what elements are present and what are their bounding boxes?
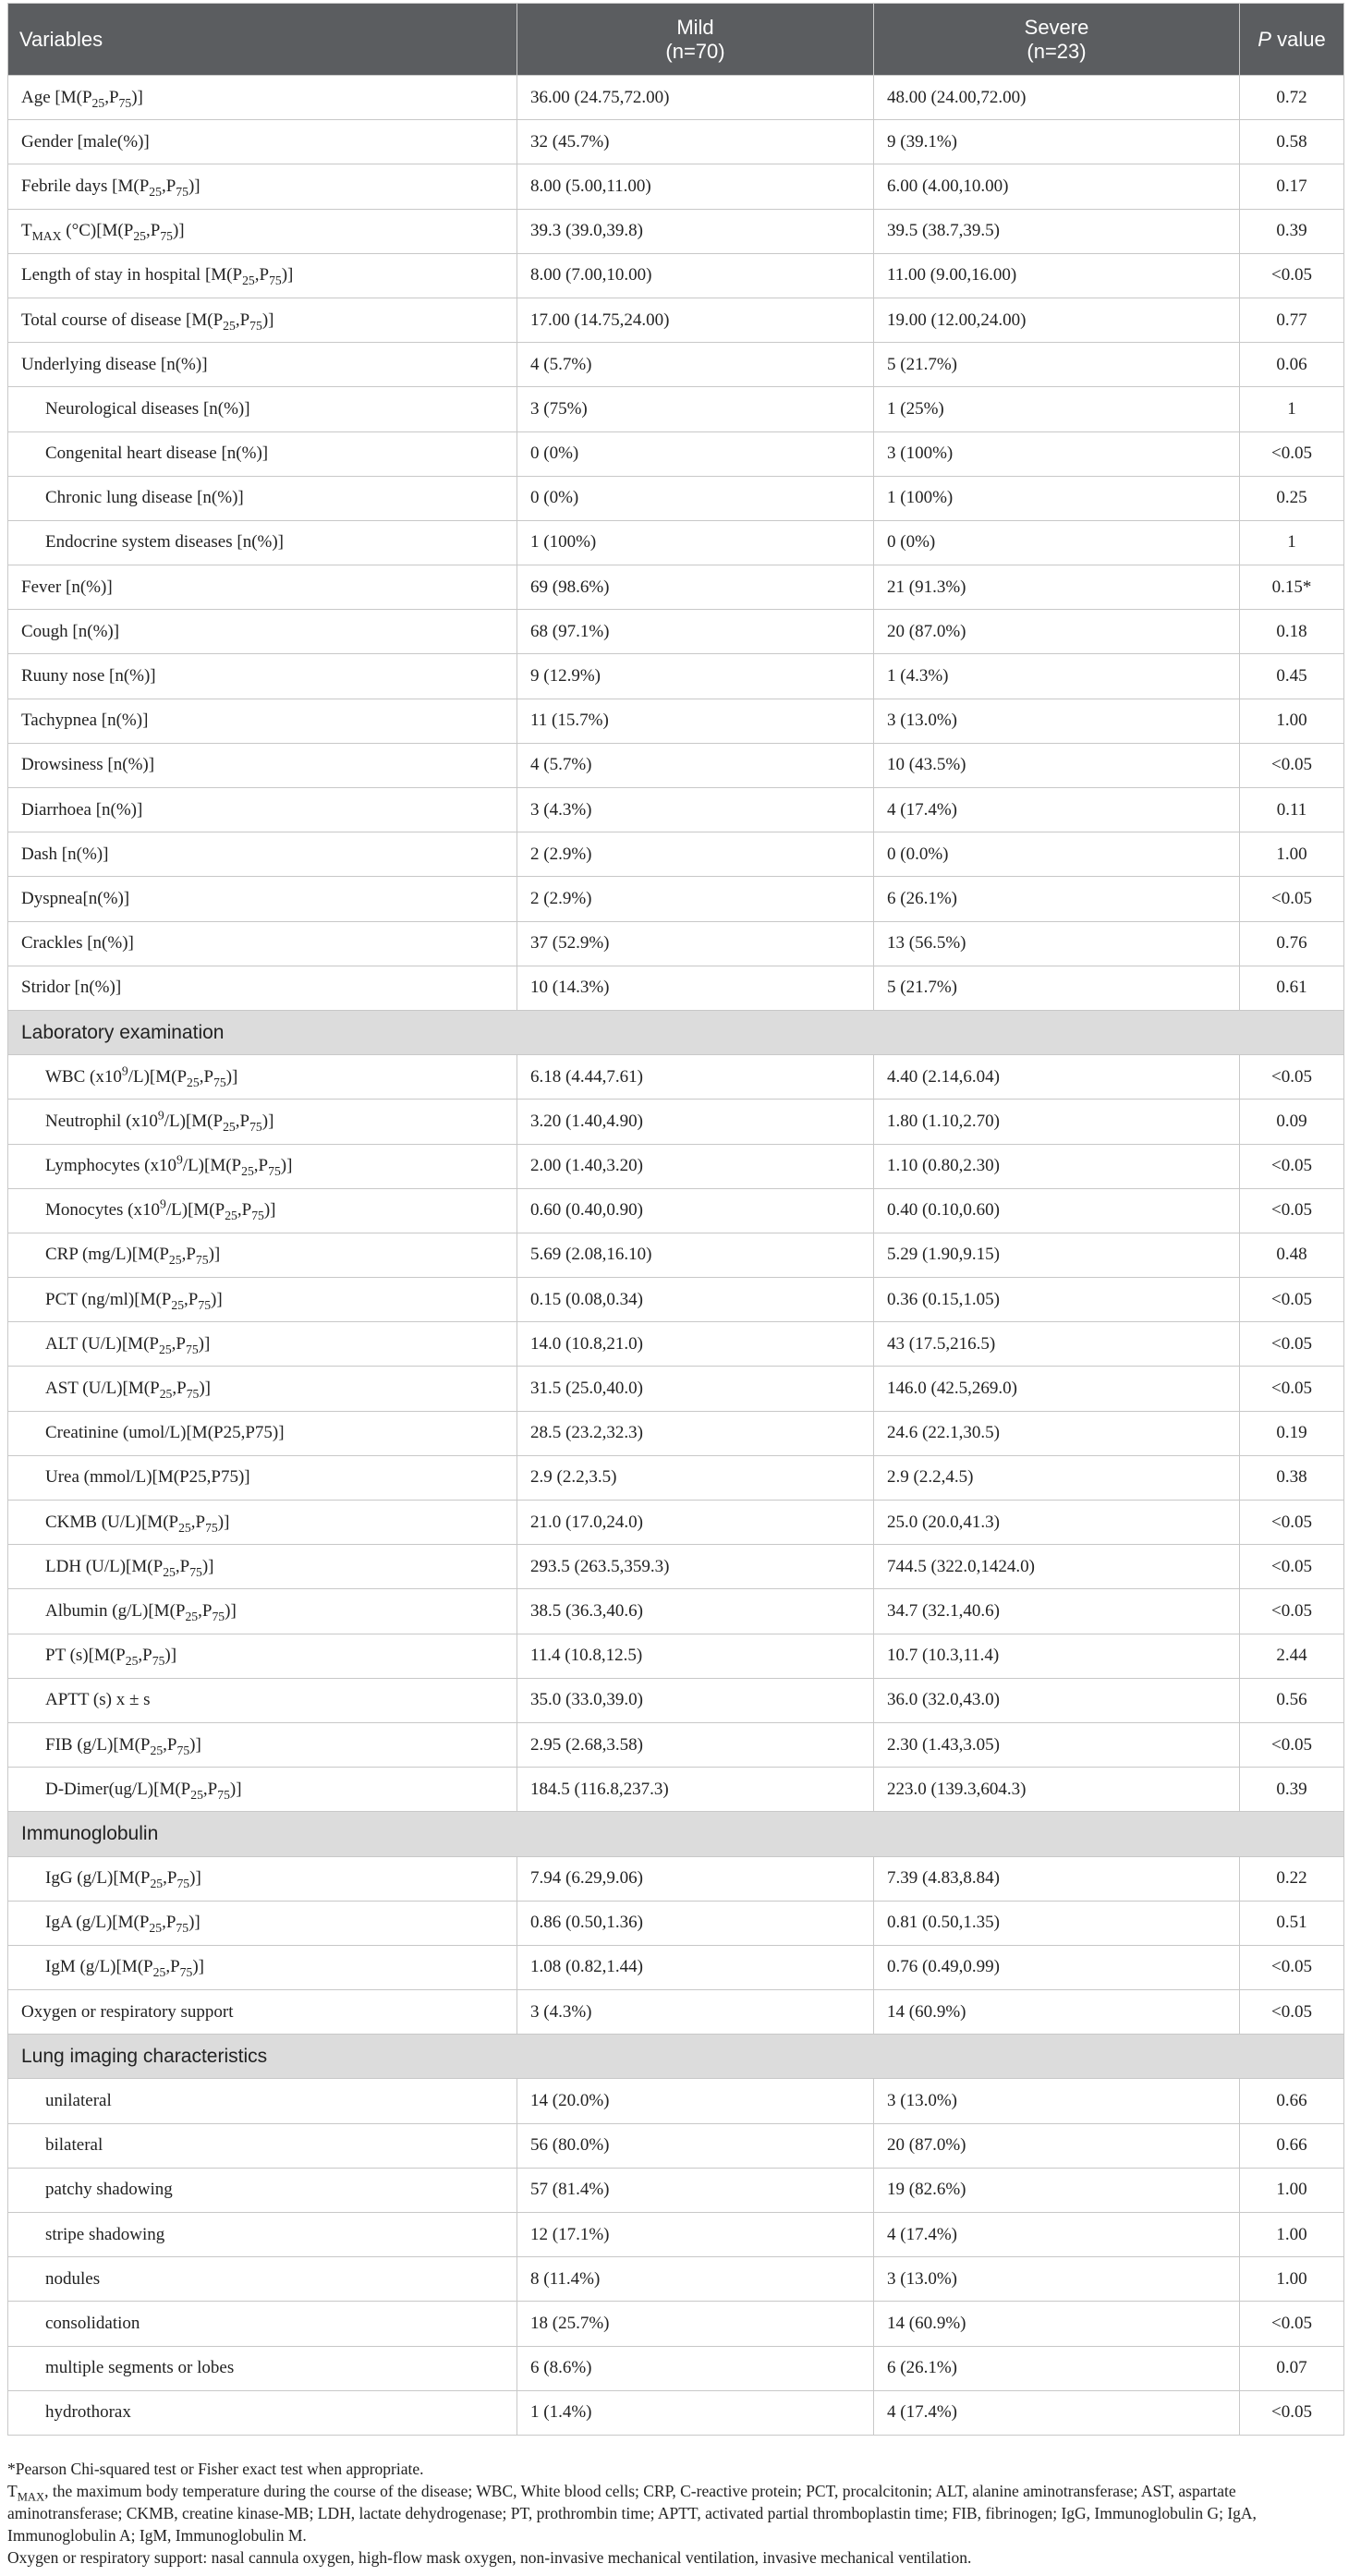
header-p-value [1240,4,1344,76]
severe-cell: 1 (4.3%) [874,654,1240,699]
severe-cell: 43 (17.5,216.5) [874,1322,1240,1367]
variable-cell: Length of stay in hospital $[M(P_{25},P_{75})]$ [8,253,517,298]
table-row [8,520,1344,565]
mild-cell: 3 (4.3%) [517,1990,874,2035]
header-severe [874,4,1240,76]
severe-cell: 3 (13.0%) [874,2079,1240,2123]
header-severe-label: Severe [1024,15,1089,39]
p-value-cell: 0.58 [1240,120,1344,164]
mild-cell: 8.00 (5.00,11.00) [517,164,874,209]
section-row [8,1010,1344,1054]
variable-cell: Albumin $(g/L)[M(P_{25},P_{75})]$ [8,1589,517,1634]
p-value-cell: 2.44 [1240,1634,1344,1678]
mild-cell: 0 (0%) [517,476,874,520]
table-row [8,699,1344,743]
variable-cell: Endocrine system diseases [n(%)] [8,520,517,565]
table-row [8,209,1344,253]
mild-cell: 4 (5.7%) [517,343,874,387]
variable-cell: IgG $(g/L)[M(P_{25},P_{75})]$ [8,1856,517,1901]
mild-cell: 2.95 (2.68,3.58) [517,1722,874,1767]
mild-cell: 37 (52.9%) [517,921,874,966]
variable-cell: FIB $(g/L)[M(P_{25},P_{75})]$ [8,1722,517,1767]
table-row [8,2257,1344,2302]
variable-cell: multiple segments or lobes [8,2346,517,2390]
variable-cell: Diarrhoea [n(%)] [8,788,517,832]
p-value-cell: 0.22 [1240,1856,1344,1901]
p-value-cell: 1.00 [1240,2257,1344,2302]
variable-cell: Creatinine (umol/L)[M(P25,P75)] [8,1411,517,1455]
variable-cell: Dash [n(%)] [8,832,517,877]
section-row [8,2035,1344,2079]
mild-cell: 18 (25.7%) [517,2302,874,2346]
severe-cell: 5 (21.7%) [874,343,1240,387]
severe-cell: 5.29 (1.90,9.15) [874,1233,1240,1277]
mild-cell: 35.0 (33.0,39.0) [517,1678,874,1722]
variable-cell: Urea (mmol/L)[M(P25,P75)] [8,1455,517,1500]
severe-cell: 36.0 (32.0,43.0) [874,1678,1240,1722]
p-value-cell: 0.39 [1240,209,1344,253]
p-value-cell: 0.77 [1240,298,1344,342]
p-value-cell: <0.05 [1240,431,1344,476]
variable-cell: Lymphocytes $(x10^9/L)[M(P_{25},P_{75})]$ [8,1144,517,1188]
p-value-cell: 0.11 [1240,788,1344,832]
mild-cell: 21.0 (17.0,24.0) [517,1501,874,1545]
variable-cell: PCT $(ng/ml)[M(P_{25},P_{75})]$ [8,1278,517,1322]
p-value-cell: <0.05 [1240,2390,1344,2435]
footnote: $T_{MAX}$, the maximum body temperature during the course of the disease; WBC, White blood cells; CRP, C-reactive protein; PCT, procalcitonin; ALT, alanine aminotransferase; AST, aspartate aminotransferase; CKMB, creatine kinase-MB; LDH, lactate dehydrogenase; PT, prothrombin time; APTT, activated partial thromboplastin time; FIB, fibrinogen; IgG, Immunoglobulin G; IgA, Immunoglobulin A; IgM, Immunoglobulin M. [7,2482,1257,2545]
mild-cell: 39.3 (39.0,39.8) [517,209,874,253]
variable-cell: Fever [n(%)] [8,565,517,610]
p-value-cell: 0.06 [1240,343,1344,387]
mild-cell: 28.5 (23.2,32.3) [517,1411,874,1455]
variable-cell: Tachypnea [n(%)] [8,699,517,743]
p-value-cell: 1 [1240,387,1344,431]
variable-cell: Total course of disease $[M(P_{25},P_{75})]$ [8,298,517,342]
variable-cell: consolidation [8,2302,517,2346]
variable-cell: IgM $(g/L)[M(P_{25},P_{75})]$ [8,1945,517,1989]
variable-cell: patchy shadowing [8,2168,517,2212]
severe-cell: 0.36 (0.15,1.05) [874,1278,1240,1322]
variable-cell: Oxygen or respiratory support [8,1990,517,2035]
mild-cell: 1 (1.4%) [517,2390,874,2435]
table-row [8,1634,1344,1678]
severe-cell: 10 (43.5%) [874,743,1240,787]
severe-cell: 4 (17.4%) [874,2213,1240,2257]
severe-cell: 25.0 (20.0,41.3) [874,1501,1240,1545]
p-value-cell: <0.05 [1240,2302,1344,2346]
variable-cell: Congenital heart disease [n(%)] [8,431,517,476]
table-row [8,1945,1344,1989]
severe-cell: 0 (0.0%) [874,832,1240,877]
table-row [8,1856,1344,1901]
p-value-cell: 1.00 [1240,2168,1344,2212]
mild-cell: 10 (14.3%) [517,966,874,1010]
variable-cell: Chronic lung disease [n(%)] [8,476,517,520]
mild-cell: 6 (8.6%) [517,2346,874,2390]
variable-cell: unilateral [8,2079,517,2123]
variable-cell: IgA $(g/L)[M(P_{25},P_{75})]$ [8,1901,517,1945]
severe-cell: 13 (56.5%) [874,921,1240,966]
mild-cell: 14 (20.0%) [517,2079,874,2123]
mild-cell: 7.94 (6.29,9.06) [517,1856,874,1901]
severe-cell: 4 (17.4%) [874,2390,1240,2435]
table-row [8,1144,1344,1188]
mild-cell: 32 (45.7%) [517,120,874,164]
section-heading: Immunoglobulin [8,1812,1344,1856]
severe-cell: 34.7 (32.1,40.6) [874,1589,1240,1634]
p-value-cell: 0.25 [1240,476,1344,520]
table-row [8,743,1344,787]
variable-cell: PT $(s)[M(P_{25},P_{75})]$ [8,1634,517,1678]
p-value-cell: <0.05 [1240,1501,1344,1545]
severe-cell: 10.7 (10.3,11.4) [874,1634,1240,1678]
severe-cell: 6 (26.1%) [874,877,1240,921]
variable-cell: APTT (s) x ± s [8,1678,517,1722]
severe-cell: 3 (13.0%) [874,2257,1240,2302]
p-value-cell: <0.05 [1240,1055,1344,1100]
table-row [8,253,1344,298]
severe-cell: 19.00 (12.00,24.00) [874,298,1240,342]
p-value-cell: 0.15* [1240,565,1344,610]
variable-cell: CKMB $(U/L)[M(P_{25},P_{75})]$ [8,1501,517,1545]
severe-cell: 20 (87.0%) [874,610,1240,654]
variable-cell: $D-Dimer(ug/L)[M(P_{25},P_{75})]$ [8,1768,517,1812]
severe-cell: 0 (0%) [874,520,1240,565]
variable-cell: Dyspnea[n(%)] [8,877,517,921]
table-row [8,343,1344,387]
severe-cell: 20 (87.0%) [874,2123,1240,2168]
mild-cell: 17.00 (14.75,24.00) [517,298,874,342]
table-row [8,610,1344,654]
mild-cell: 3.20 (1.40,4.90) [517,1100,874,1144]
severe-cell: 7.39 (4.83,8.84) [874,1856,1240,1901]
severe-cell: 1.10 (0.80,2.30) [874,1144,1240,1188]
table-row [8,966,1344,1010]
mild-cell: 2 (2.9%) [517,832,874,877]
table-row [8,431,1344,476]
table-row [8,654,1344,699]
header-mild [517,4,874,76]
variable-cell: nodules [8,2257,517,2302]
severe-cell: 4 (17.4%) [874,788,1240,832]
variable-cell: AST $(U/L)[M(P_{25},P_{75})]$ [8,1367,517,1411]
p-value-cell: 0.66 [1240,2079,1344,2123]
table-row [8,2213,1344,2257]
mild-cell: 2.00 (1.40,3.20) [517,1144,874,1188]
variable-cell: WBC $(x10^9/L)[M(P_{25},P_{75})]$ [8,1055,517,1100]
severe-cell: 39.5 (38.7,39.5) [874,209,1240,253]
severe-cell: 0.40 (0.10,0.60) [874,1188,1240,1233]
table-header-row [8,4,1344,76]
variable-cell: Monocytes $(x10^9/L)[M(P_{25},P_{75})]$ [8,1188,517,1233]
variable-cell: Ruuny nose [n(%)] [8,654,517,699]
variable-cell: Neurological diseases [n(%)] [8,387,517,431]
variable-cell: bilateral [8,2123,517,2168]
table-row [8,1278,1344,1322]
mild-cell: 0.86 (0.50,1.36) [517,1901,874,1945]
header-mild-n: (n=70) [665,39,725,63]
table-row [8,298,1344,342]
table-row [8,788,1344,832]
section-heading: Lung imaging characteristics [8,2035,1344,2079]
mild-cell: 2 (2.9%) [517,877,874,921]
severe-cell: 0.76 (0.49,0.99) [874,1945,1240,1989]
severe-cell: 2.9 (2.2,4.5) [874,1455,1240,1500]
p-value-cell: 0.76 [1240,921,1344,966]
severe-cell: 21 (91.3%) [874,565,1240,610]
variable-cell: Drowsiness [n(%)] [8,743,517,787]
p-value-cell: 1.00 [1240,699,1344,743]
mild-cell: 0 (0%) [517,431,874,476]
p-value-cell: <0.05 [1240,1545,1344,1589]
mild-cell: 6.18 (4.44,7.61) [517,1055,874,1100]
severe-cell: 223.0 (139.3,604.3) [874,1768,1240,1812]
variable-cell: Gender [male(%)] [8,120,517,164]
p-value-cell: <0.05 [1240,743,1344,787]
variable-cell: CRP $(mg/L)[M(P_{25},P_{75})]$ [8,1233,517,1277]
variable-cell: Neutrophil $(x10^9/L)[M(P_{25},P_{75})]$ [8,1100,517,1144]
variable-cell: ALT $(U/L)[M(P_{25},P_{75})]$ [8,1322,517,1367]
p-value-cell: 0.48 [1240,1233,1344,1277]
table-row [8,2079,1344,2123]
variable-cell: Underlying disease [n(%)] [8,343,517,387]
table-row [8,1100,1344,1144]
table-row [8,1545,1344,1589]
variable-cell: hydrothorax [8,2390,517,2435]
table-row [8,2123,1344,2168]
table-row [8,2168,1344,2212]
variable-cell: Crackles [n(%)] [8,921,517,966]
mild-cell: 31.5 (25.0,40.0) [517,1367,874,1411]
mild-cell: 8.00 (7.00,10.00) [517,253,874,298]
p-value-cell: <0.05 [1240,877,1344,921]
p-value-cell: 0.56 [1240,1678,1344,1722]
variable-cell: Age $[M(P_{25},P_{75})]$ [8,76,517,120]
variable-cell: $T_{MAX}$ $(^\circ C)[M(P_{25},P_{75})]$ [8,209,517,253]
p-value-cell: 0.39 [1240,1768,1344,1812]
mild-cell: 184.5 (116.8,237.3) [517,1768,874,1812]
variable-cell: LDH $(U/L)[M(P_{25},P_{75})]$ [8,1545,517,1589]
header-p-italic: P [1258,27,1271,51]
severe-cell: 6.00 (4.00,10.00) [874,164,1240,209]
table-row [8,1768,1344,1812]
mild-cell: 69 (98.6%) [517,565,874,610]
table-row [8,164,1344,209]
table-footnotes [7,2458,1343,2569]
p-value-cell: 0.19 [1240,1411,1344,1455]
table-row [8,1233,1344,1277]
section-row [8,1812,1344,1856]
mild-cell: 9 (12.9%) [517,654,874,699]
mild-cell: 38.5 (36.3,40.6) [517,1589,874,1634]
p-value-cell: <0.05 [1240,1144,1344,1188]
mild-cell: 3 (75%) [517,387,874,431]
table-row [8,476,1344,520]
p-value-cell: 0.09 [1240,1100,1344,1144]
p-value-cell: 0.07 [1240,2346,1344,2390]
severe-cell: 3 (100%) [874,431,1240,476]
p-value-cell: <0.05 [1240,1945,1344,1989]
severe-cell: 6 (26.1%) [874,2346,1240,2390]
severe-cell: 14 (60.9%) [874,2302,1240,2346]
mild-cell: 1 (100%) [517,520,874,565]
mild-cell: 14.0 (10.8,21.0) [517,1322,874,1367]
p-value-cell: <0.05 [1240,253,1344,298]
p-value-cell: <0.05 [1240,1589,1344,1634]
severe-cell: 0.81 (0.50,1.35) [874,1901,1240,1945]
mild-cell: 4 (5.7%) [517,743,874,787]
severe-cell: 9 (39.1%) [874,120,1240,164]
severe-cell: 3 (13.0%) [874,699,1240,743]
table-row [8,1990,1344,2035]
table-row [8,1367,1344,1411]
p-value-cell: 0.45 [1240,654,1344,699]
mild-cell: 8 (11.4%) [517,2257,874,2302]
table-row [8,565,1344,610]
p-value-cell: 0.17 [1240,164,1344,209]
table-row [8,1722,1344,1767]
severe-cell: 24.6 (22.1,30.5) [874,1411,1240,1455]
table-row [8,877,1344,921]
mild-cell: 36.00 (24.75,72.00) [517,76,874,120]
table-row [8,120,1344,164]
table-row [8,832,1344,877]
footnote: *Pearson Chi-squared test or Fisher exact test when appropriate. [7,2460,424,2478]
severe-cell: 5 (21.7%) [874,966,1240,1010]
mild-cell: 0.15 (0.08,0.34) [517,1278,874,1322]
variable-cell: stripe shadowing [8,2213,517,2257]
table-row [8,1322,1344,1367]
header-p-rest: value [1270,27,1326,51]
severe-cell: 2.30 (1.43,3.05) [874,1722,1240,1767]
table-row [8,2302,1344,2346]
table-row [8,76,1344,120]
variable-cell: Stridor [n(%)] [8,966,517,1010]
severe-cell: 19 (82.6%) [874,2168,1240,2212]
mild-cell: 5.69 (2.08,16.10) [517,1233,874,1277]
mild-cell: 1.08 (0.82,1.44) [517,1945,874,1989]
table-row [8,921,1344,966]
p-value-cell: 0.66 [1240,2123,1344,2168]
p-value-cell: <0.05 [1240,1322,1344,1367]
p-value-cell: 0.72 [1240,76,1344,120]
mild-cell: 293.5 (263.5,359.3) [517,1545,874,1589]
severe-cell: 146.0 (42.5,269.0) [874,1367,1240,1411]
header-variables: Variables [8,4,517,76]
p-value-cell: <0.05 [1240,1188,1344,1233]
mild-cell: 56 (80.0%) [517,2123,874,2168]
table-row [8,1455,1344,1500]
p-value-cell: 1 [1240,520,1344,565]
p-value-cell: <0.05 [1240,1722,1344,1767]
footnote: Oxygen or respiratory support: nasal cannula oxygen, high-flow mask oxygen, non-invasive mechanical ventilation, invasive mechanical ventilation. [7,2548,972,2567]
p-value-cell: 1.00 [1240,2213,1344,2257]
section-heading: Laboratory examination [8,1010,1344,1054]
severe-cell: 48.00 (24.00,72.00) [874,76,1240,120]
table-row [8,1411,1344,1455]
mild-cell: 68 (97.1%) [517,610,874,654]
header-severe-n: (n=23) [1027,39,1087,63]
mild-cell: 3 (4.3%) [517,788,874,832]
p-value-cell: <0.05 [1240,1367,1344,1411]
table-row [8,1188,1344,1233]
p-value-cell: 0.38 [1240,1455,1344,1500]
severe-cell: 744.5 (322.0,1424.0) [874,1545,1240,1589]
p-value-cell: <0.05 [1240,1990,1344,2035]
p-value-cell: 0.51 [1240,1901,1344,1945]
p-value-cell: 0.61 [1240,966,1344,1010]
severe-cell: 1.80 (1.10,2.70) [874,1100,1240,1144]
p-value-cell: 0.18 [1240,610,1344,654]
p-value-cell: <0.05 [1240,1278,1344,1322]
table-row [8,1678,1344,1722]
mild-cell: 0.60 (0.40,0.90) [517,1188,874,1233]
variable-cell: Febrile days $[M(P_{25},P_{75})]$ [8,164,517,209]
table-row [8,1901,1344,1945]
mild-cell: 12 (17.1%) [517,2213,874,2257]
mild-cell: 57 (81.4%) [517,2168,874,2212]
table-row [8,1501,1344,1545]
mild-cell: 11 (15.7%) [517,699,874,743]
severe-cell: 1 (100%) [874,476,1240,520]
mild-cell: 11.4 (10.8,12.5) [517,1634,874,1678]
table-row [8,1589,1344,1634]
table-row [8,2390,1344,2435]
severe-cell: 11.00 (9.00,16.00) [874,253,1240,298]
variable-cell: Cough [n(%)] [8,610,517,654]
table-row [8,1055,1344,1100]
p-value-cell: 1.00 [1240,832,1344,877]
table-body [8,76,1344,2436]
severe-cell: 1 (25%) [874,387,1240,431]
severe-cell: 14 (60.9%) [874,1990,1240,2035]
severe-cell: 4.40 (2.14,6.04) [874,1055,1240,1100]
table-row [8,2346,1344,2390]
header-mild-label: Mild [676,15,714,39]
table-row [8,387,1344,431]
mild-cell: 2.9 (2.2,3.5) [517,1455,874,1500]
comparison-table [7,3,1344,2436]
